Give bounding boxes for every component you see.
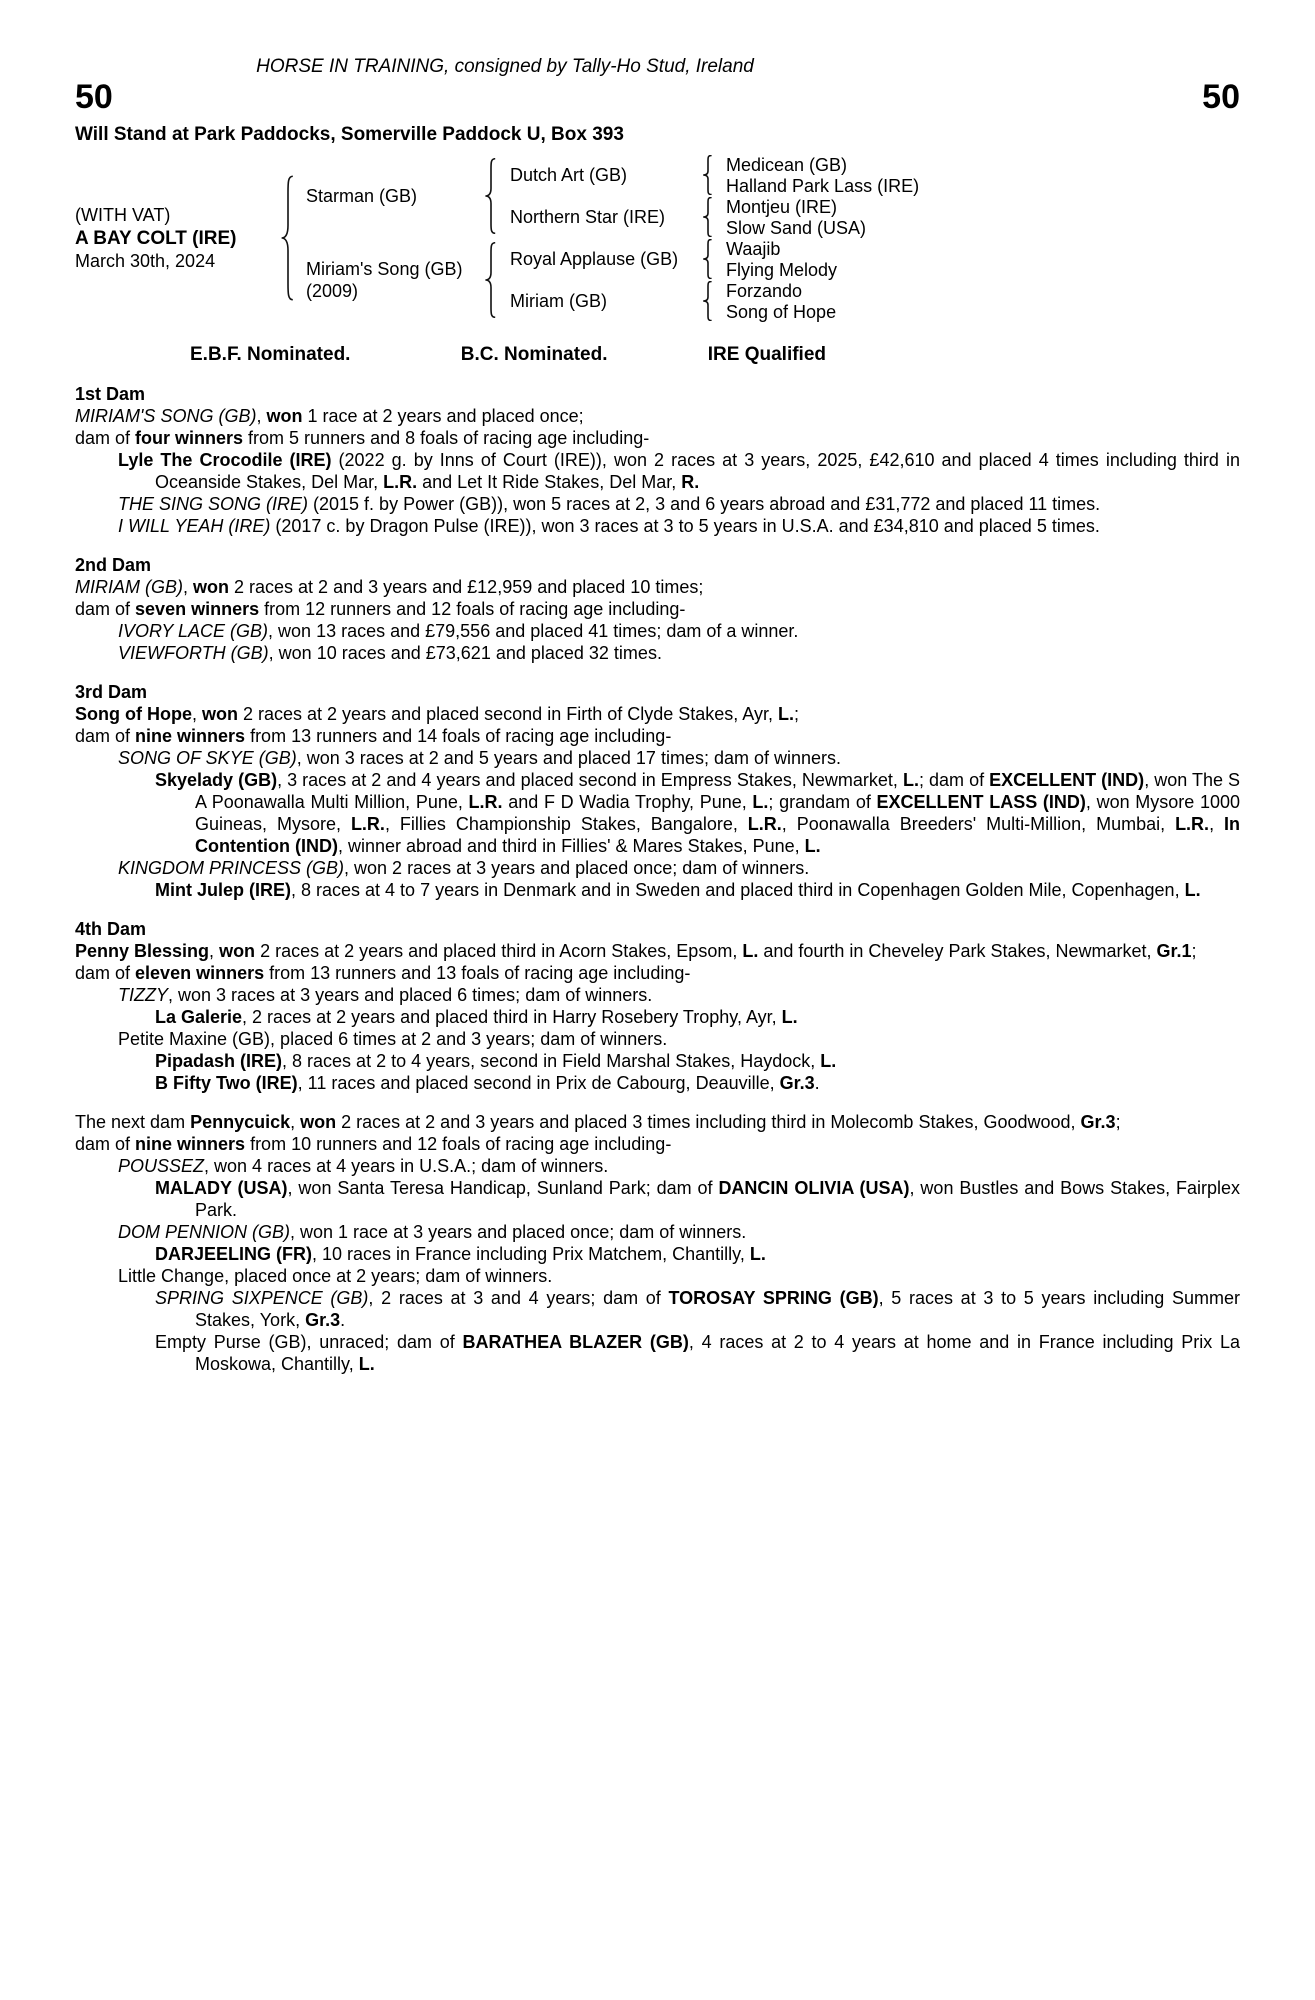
text-run: ; grandam of — [768, 792, 877, 812]
lot-number-right: 50 — [1202, 78, 1240, 116]
dam-of-line — [75, 725, 1240, 747]
text-run: POUSSEZ — [118, 1156, 205, 1176]
section-next-dam — [75, 1111, 1240, 1375]
produce-entry — [75, 747, 1240, 769]
text-run: L. — [781, 1007, 798, 1027]
dam-year: (2009) — [306, 281, 359, 301]
dam-dam-dam-name: Song of Hope — [726, 301, 837, 322]
text-run: dam of — [75, 599, 136, 619]
text-run: EXCELLENT LASS (IND) — [876, 792, 1086, 812]
section-1st-dam — [75, 383, 1240, 537]
text-run: , won Mysore 1000 Guineas, Mysore, — [195, 792, 1241, 834]
text-run: ; — [793, 704, 799, 724]
consignor-line: HORSE IN TRAINING, consigned by Tally-Ho Stud, Ireland — [256, 56, 754, 77]
vat-note: (WITH VAT) — [75, 204, 171, 225]
text-run: KINGDOM PRINCESS (GB) — [118, 858, 345, 878]
text-run: four winners — [135, 428, 244, 448]
text-run: BARATHEA BLAZER (GB) — [462, 1332, 689, 1352]
text-run: , won 3 races at 2 and 5 years and placed 17 times; dam of winners. — [296, 748, 842, 768]
dam-sire-brace-icon — [702, 239, 714, 279]
sire-dam-sire-name: Montjeu (IRE) — [726, 196, 838, 217]
produce-entry — [75, 1243, 1240, 1265]
lot-number-row — [75, 80, 1240, 114]
text-run: 1 race at 2 years and placed once; — [302, 406, 584, 426]
text-run: L. — [777, 704, 794, 724]
produce-entry — [75, 879, 1240, 901]
text-run: , won 2 races at 3 years and placed once; dam of winners. — [344, 858, 810, 878]
text-run: MIRIAM'S SONG (GB) — [75, 406, 257, 426]
text-run: , won 10 races and £73,621 and placed 32 times. — [268, 643, 662, 663]
text-run: MALADY (USA) — [155, 1178, 288, 1198]
text-run: L. — [358, 1354, 375, 1374]
text-run: 2 races at 2 years and placed second in Firth of Clyde Stakes, Ayr, — [238, 704, 778, 724]
text-run: MIRIAM (GB) — [75, 577, 183, 597]
bc-nominated-label: B.C. Nominated. — [460, 344, 608, 365]
text-run: Song of Hope — [75, 704, 192, 724]
text-run: L.R. — [383, 472, 418, 492]
text-run: , won Santa Teresa Handicap, Sunland Park; dam of — [287, 1178, 719, 1198]
produce-entry — [75, 620, 1240, 642]
produce-entry — [75, 1331, 1240, 1375]
sire-sire-sire-name: Medicean (GB) — [726, 154, 848, 175]
text-run: 2 races at 2 and 3 years and placed 3 times including third in Molecomb Stakes, Goodwood, — [336, 1112, 1081, 1132]
dam-sire-sire-name: Waajib — [726, 238, 781, 259]
dam-of-line — [75, 962, 1240, 984]
section-heading: 4th Dam — [75, 919, 147, 939]
produce-entry — [75, 493, 1240, 515]
text-run: Gr.3 — [779, 1073, 815, 1093]
text-run: . — [340, 1310, 346, 1330]
text-run: L. — [820, 1051, 837, 1071]
text-run: , Fillies Championship Stakes, Bangalore, — [384, 814, 748, 834]
nominations-row — [75, 344, 1240, 366]
produce-entry — [75, 1265, 1240, 1287]
text-run: Empty Purse (GB), unraced; dam of — [155, 1332, 463, 1352]
text-run: , — [290, 1112, 301, 1132]
dam-of-line — [75, 598, 1240, 620]
text-run: from 10 runners and 12 foals of racing age including- — [245, 1134, 672, 1154]
text-run: R. — [681, 472, 700, 492]
text-run: ; dam of — [918, 770, 990, 790]
produce-entry — [75, 1287, 1240, 1331]
text-run: dam of — [75, 726, 136, 746]
produce-entry — [75, 769, 1240, 857]
produce-entry — [75, 515, 1240, 537]
text-run: , — [191, 704, 202, 724]
text-run: , 2 races at 2 years and placed third in Harry Rosebery Trophy, Ayr, — [242, 1007, 782, 1027]
produce-entry — [75, 1072, 1240, 1094]
text-run: In Contention (IND) — [195, 814, 1241, 856]
produce-entry — [75, 449, 1240, 493]
text-run: , won 4 races at 4 years in U.S.A.; dam of winners. — [204, 1156, 609, 1176]
text-run: , 8 races at 2 to 4 years, second in Field Marshal Stakes, Haydock, — [282, 1051, 821, 1071]
text-run: I WILL YEAH (IRE) — [118, 516, 271, 536]
dam-sire-dam-name: Flying Melody — [726, 259, 838, 280]
text-run: Gr.3 — [305, 1310, 341, 1330]
page-header — [75, 56, 1240, 146]
sire-brace-icon — [484, 158, 498, 234]
text-run: nine winners — [135, 1134, 246, 1154]
text-run: L. — [749, 1244, 766, 1264]
text-run: nine winners — [135, 726, 246, 746]
section-3rd-dam — [75, 681, 1240, 901]
text-run: EXCELLENT (IND) — [989, 770, 1145, 790]
horse-name: A BAY COLT (IRE) — [75, 227, 237, 249]
section-heading: 3rd Dam — [75, 682, 148, 702]
sire-sire-name: Dutch Art (GB) — [510, 165, 628, 185]
text-run: Gr.1 — [1156, 941, 1192, 961]
text-run: DANCIN OLIVIA (USA) — [718, 1178, 910, 1198]
sire-dam-brace-icon — [702, 197, 714, 237]
text-run: , — [209, 941, 220, 961]
ebf-nominated-label: E.B.F. Nominated. — [190, 344, 351, 365]
text-run: seven winners — [135, 599, 260, 619]
text-run: , won Bustles and Bows Stakes, Fairplex Park. — [195, 1178, 1241, 1220]
text-run: . — [814, 1073, 820, 1093]
dam-sire-name: Royal Applause (GB) — [510, 249, 679, 269]
text-run: , winner abroad and third in Fillies' & Mares Stakes, Pune, — [337, 836, 805, 856]
text-run: ; — [1191, 941, 1197, 961]
text-run: Little Change, placed once at 2 years; dam of winners. — [118, 1266, 553, 1286]
text-run: , 3 races at 2 and 4 years and placed second in Empress Stakes, Newmarket, — [277, 770, 903, 790]
text-run: won — [202, 704, 238, 724]
text-run: won — [300, 1112, 337, 1132]
text-run: SONG OF SKYE (GB) — [118, 748, 297, 768]
text-run: Mint Julep (IRE) — [155, 880, 291, 900]
produce-entry — [75, 857, 1240, 879]
text-run: and fourth in Cheveley Park Stakes, Newmarket, — [758, 941, 1157, 961]
text-run: , won 1 race at 3 years and placed once; dam of winners. — [290, 1222, 747, 1242]
text-run: eleven winners — [135, 963, 265, 983]
text-run: L.R. — [1175, 814, 1210, 834]
sire-name: Starman (GB) — [306, 186, 418, 206]
text-run: L. — [742, 941, 759, 961]
text-run: , won 3 races at 3 years and placed 6 times; dam of winners. — [168, 985, 653, 1005]
text-run: dam of — [75, 1134, 136, 1154]
text-run: Skyelady (GB) — [155, 770, 278, 790]
text-run: from 5 runners and 8 foals of racing age including- — [243, 428, 650, 448]
text-run: , — [256, 406, 267, 426]
dam-brace-icon — [484, 242, 498, 318]
text-run: (2017 c. by Dragon Pulse (IRE)), won 3 races at 3 to 5 years in U.S.A. and £34,810 and placed 5 times. — [270, 516, 1100, 536]
text-run: , 11 races and placed second in Prix de Cabourg, Deauville, — [297, 1073, 780, 1093]
text-run: won — [266, 406, 303, 426]
text-run: dam of — [75, 963, 136, 983]
sire-dam-name: Northern Star (IRE) — [510, 207, 666, 227]
dam-record-line — [75, 940, 1240, 962]
text-run: SPRING SIXPENCE (GB) — [155, 1288, 369, 1308]
text-run: , 4 races at 2 to 4 years at home and in France including Prix La Moskowa, Chantilly, — [195, 1332, 1240, 1374]
text-run: THE SING SONG (IRE) — [118, 494, 309, 514]
produce-entry — [75, 1028, 1240, 1050]
foal-date: March 30th, 2024 — [75, 250, 216, 271]
main-brace-icon — [280, 175, 296, 301]
section-2nd-dam — [75, 554, 1240, 664]
text-run: Petite Maxine (GB), placed 6 times at 2 and 3 years; dam of winners. — [118, 1029, 668, 1049]
text-run: and F D Wadia Trophy, Pune, — [502, 792, 753, 812]
pedigree-text — [75, 383, 1240, 1375]
text-run: won — [219, 941, 256, 961]
sire-sire-dam-name: Halland Park Lass (IRE) — [726, 175, 920, 196]
text-run: , won 13 races and £79,556 and placed 41 times; dam of a winner. — [268, 621, 799, 641]
produce-entry — [75, 1177, 1240, 1221]
dam-record-line — [75, 1111, 1240, 1133]
text-run: IVORY LACE (GB) — [118, 621, 269, 641]
dam-dam-sire-name: Forzando — [726, 280, 803, 301]
text-run: DOM PENNION (GB) — [118, 1222, 291, 1242]
produce-entry — [75, 984, 1240, 1006]
text-run: La Galerie — [155, 1007, 243, 1027]
text-run: TOROSAY SPRING (GB) — [668, 1288, 879, 1308]
text-run: , 2 races at 3 and 4 years; dam of — [368, 1288, 669, 1308]
text-run: DARJEELING (FR) — [155, 1244, 312, 1264]
text-run: L.R. — [747, 814, 782, 834]
dam-record-line — [75, 703, 1240, 725]
text-run: L. — [804, 836, 821, 856]
text-run: Lyle The Crocodile (IRE) — [118, 450, 332, 470]
text-run: ; — [1115, 1112, 1121, 1132]
text-run: L. — [1184, 880, 1201, 900]
section-4th-dam — [75, 918, 1240, 1094]
text-run: 2 races at 2 years and placed third in Acorn Stakes, Epsom, — [255, 941, 743, 961]
text-run: , 8 races at 4 to 7 years in Denmark and in Sweden and placed third in Copenhagen Golden Mile, Copenhagen, — [291, 880, 1185, 900]
produce-entry — [75, 1155, 1240, 1177]
pedigree-table — [75, 154, 1240, 322]
text-run: Gr.3 — [1080, 1112, 1116, 1132]
text-run: , 10 races in France including Prix Matchem, Chantilly, — [312, 1244, 750, 1264]
colt-info-block — [75, 204, 280, 273]
text-run: Penny Blessing — [75, 941, 210, 961]
produce-entry — [75, 642, 1240, 664]
text-run: , — [183, 577, 194, 597]
text-run: from 13 runners and 13 foals of racing age including- — [264, 963, 691, 983]
produce-entry — [75, 1050, 1240, 1072]
text-run: (2022 g. by Inns of Court (IRE)), won 2 races at 3 years, 2025, £42,610 and placed 4 times including third in Oceanside Stakes, Del Mar, — [155, 450, 1240, 492]
text-run: The next dam — [75, 1112, 191, 1132]
section-heading: 2nd Dam — [75, 555, 152, 575]
text-run: Pennycuick — [190, 1112, 291, 1132]
text-run: dam of — [75, 428, 136, 448]
produce-entry — [75, 1006, 1240, 1028]
dam-record-line — [75, 576, 1240, 598]
text-run: B Fifty Two (IRE) — [155, 1073, 298, 1093]
text-run: , 5 races at 3 to 5 years including Summer Stakes, York, — [195, 1288, 1240, 1330]
text-run: L. — [902, 770, 919, 790]
sire-dam-dam-name: Slow Sand (USA) — [726, 217, 867, 238]
text-run: 2 races at 2 and 3 years and £12,959 and placed 10 times; — [229, 577, 704, 597]
text-run: , won The S A Poonawalla Multi Million, Pune, — [195, 770, 1241, 812]
text-run: and Let It Ride Stakes, Del Mar, — [417, 472, 682, 492]
dam-name: Miriam's Song (GB) — [306, 259, 463, 279]
text-run: (2015 f. by Power (GB)), won 5 races at 2, 3 and 6 years abroad and £31,772 and placed 11 times. — [308, 494, 1101, 514]
text-run: from 13 runners and 14 foals of racing age including- — [245, 726, 672, 746]
text-run: L.R. — [468, 792, 503, 812]
text-run: , Poonawalla Breeders' Multi-Million, Mumbai, — [781, 814, 1176, 834]
text-run: VIEWFORTH (GB) — [118, 643, 269, 663]
text-run: L.R. — [350, 814, 385, 834]
dam-record-line — [75, 405, 1240, 427]
produce-entry — [75, 1221, 1240, 1243]
lot-number-left: 50 — [75, 78, 113, 116]
sire-sire-brace-icon — [702, 155, 714, 195]
text-run: TIZZY — [118, 985, 168, 1005]
text-run: L. — [752, 792, 769, 812]
dam-of-line — [75, 427, 1240, 449]
dam-name-block — [306, 238, 484, 322]
text-run: won — [193, 577, 230, 597]
dam-dam-name: Miriam (GB) — [510, 291, 607, 311]
stand-location-line: Will Stand at Park Paddocks, Somerville Paddock U, Box 393 — [75, 124, 624, 145]
dam-dam-brace-icon — [702, 281, 714, 321]
text-run: Pipadash (IRE) — [155, 1051, 283, 1071]
text-run: , — [1209, 814, 1225, 834]
section-heading: 1st Dam — [75, 384, 146, 404]
ire-qualified-label: IRE Qualified — [707, 344, 827, 365]
dam-of-line — [75, 1133, 1240, 1155]
text-run: from 12 runners and 12 foals of racing age including- — [259, 599, 686, 619]
